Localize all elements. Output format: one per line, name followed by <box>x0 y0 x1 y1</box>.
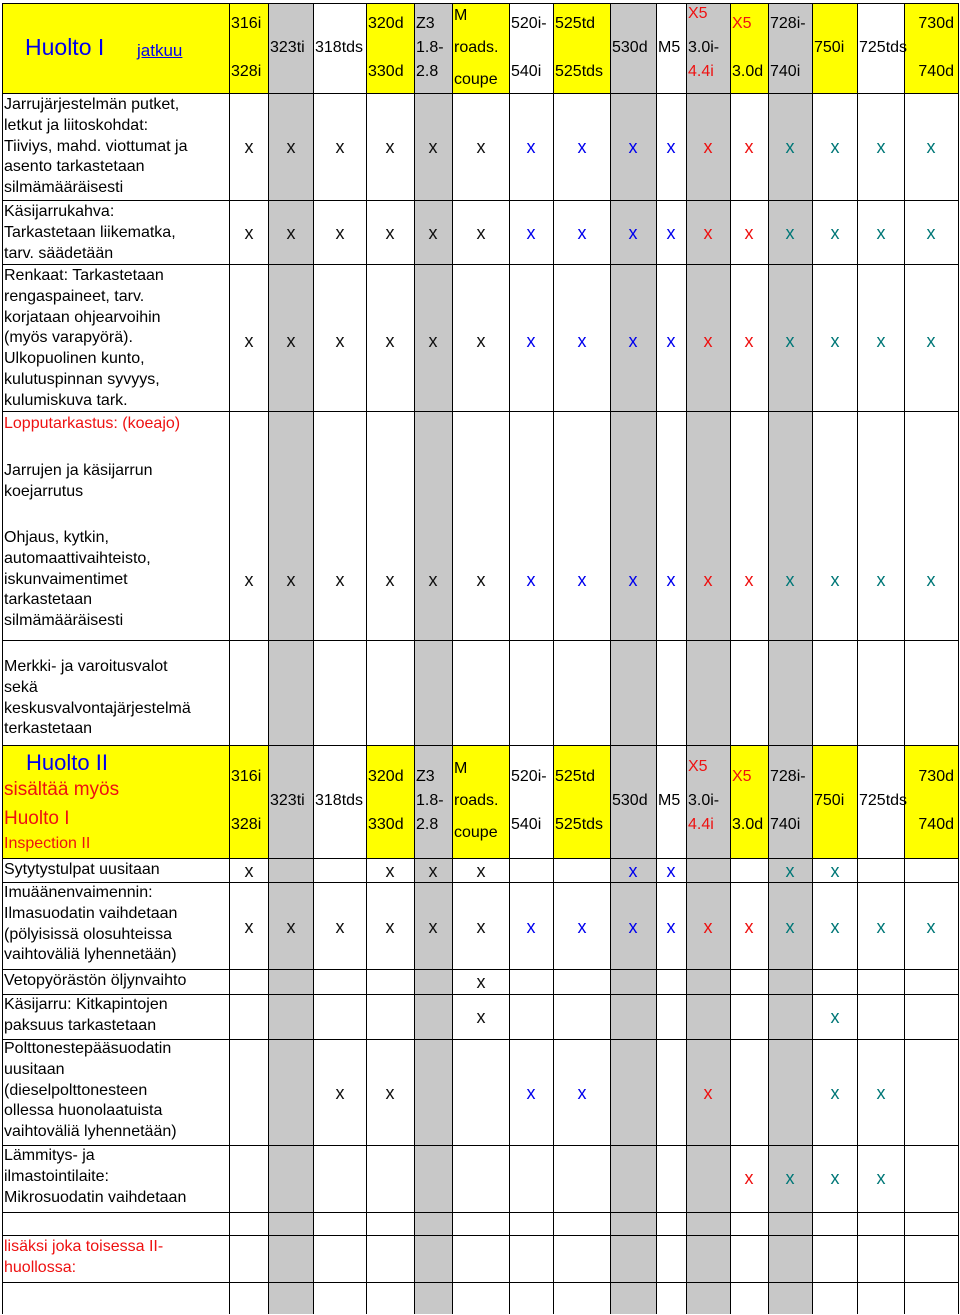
model-label: 3.0i- <box>688 792 720 809</box>
model-label: 740i <box>770 63 801 80</box>
column-divider <box>414 3 415 93</box>
model-label: 750i <box>814 39 845 56</box>
column-divider <box>812 745 813 858</box>
column-divider <box>553 745 554 858</box>
section1-subtitle: jatkuu <box>137 41 183 60</box>
check-mark: x <box>385 137 395 157</box>
check-mark: x <box>830 1007 840 1027</box>
check-mark: x <box>876 137 886 157</box>
column-divider <box>857 93 858 745</box>
check-mark: x <box>876 331 886 351</box>
check-mark: x <box>666 570 676 590</box>
row-divider <box>2 93 958 94</box>
column-divider <box>768 745 769 858</box>
row-label-test-braking: Jarrujen ja käsijarrun koejarrutus <box>4 462 153 500</box>
check-mark: x <box>244 223 254 243</box>
model-label: 320d <box>368 15 404 32</box>
column-divider <box>414 93 415 745</box>
check-mark: x <box>577 331 587 351</box>
check-mark: x <box>703 1083 713 1103</box>
row-divider <box>2 200 958 201</box>
model-label: 540i <box>511 63 542 80</box>
row-label-air-filter: Imuäänenvaimennin: Ilmasuodatin vaihdetaan (pölyisissä olosuhteissa vaihtoväliä lyhennetään) <box>4 884 178 964</box>
row-label-tyres: Renkaat: Tarkastetaan rengaspaineet, tarv. korjataan ohjearvoihin (myös varapyörä). Ulkopuolinen kunto, kulutuspinnan syvyys, kulumiskuva tark. <box>4 267 164 409</box>
column-divider <box>313 3 314 93</box>
model-label: 530d <box>612 792 648 809</box>
row-divider <box>2 1212 958 1213</box>
column-divider <box>268 745 269 858</box>
check-mark: x <box>476 861 486 881</box>
column-divider <box>656 93 657 745</box>
model-label: 525tds <box>555 816 604 833</box>
check-mark: x <box>476 331 486 351</box>
check-mark: x <box>785 137 795 157</box>
column-divider <box>768 858 769 1314</box>
header-model-cell <box>554 746 610 858</box>
check-mark: x <box>785 1168 795 1188</box>
check-mark: x <box>744 331 754 351</box>
column-divider <box>610 745 611 858</box>
check-mark: x <box>526 331 536 351</box>
column-divider <box>509 3 510 93</box>
model-label: 318tds <box>315 39 364 56</box>
column-divider <box>857 858 858 1314</box>
check-mark: x <box>428 137 438 157</box>
check-mark: x <box>526 917 536 937</box>
column-divider <box>313 745 314 858</box>
column-divider <box>229 3 230 93</box>
check-mark: x <box>926 137 936 157</box>
check-mark: x <box>744 1168 754 1188</box>
model-label: X5 <box>732 15 752 32</box>
row-label-handbrake-friction: Käsijarru: Kitkapintojen paksuus tarkastetaan <box>4 996 168 1034</box>
check-mark: x <box>876 223 886 243</box>
check-mark: x <box>830 331 840 351</box>
check-mark: x <box>244 331 254 351</box>
check-mark: x <box>428 917 438 937</box>
column-divider <box>730 858 731 1314</box>
check-mark: x <box>476 972 486 992</box>
check-mark: x <box>744 917 754 937</box>
check-mark: x <box>876 1083 886 1103</box>
section1-title: Huolto I <box>25 34 105 60</box>
check-mark: x <box>335 223 345 243</box>
section2-inspection-label: Inspection II <box>4 835 91 852</box>
check-mark: x <box>286 137 296 157</box>
model-label: M <box>454 760 468 777</box>
model-label: 3.0d <box>732 63 764 80</box>
model-label: 1.8- <box>416 39 444 56</box>
model-label: 740i <box>770 816 801 833</box>
column-divider <box>857 745 858 858</box>
check-mark: x <box>385 223 395 243</box>
model-label: 1.8- <box>416 792 444 809</box>
model-label: roads. <box>454 792 499 809</box>
column-divider <box>414 745 415 858</box>
check-mark: x <box>476 917 486 937</box>
section2-title: Huolto II <box>26 750 108 775</box>
model-label: 328i <box>231 63 262 80</box>
column-divider <box>958 858 959 1314</box>
check-mark: x <box>577 917 587 937</box>
row-divider <box>2 1235 958 1236</box>
check-mark: x <box>577 570 587 590</box>
column-divider <box>366 93 367 745</box>
check-mark: x <box>385 570 395 590</box>
table-left-border <box>2 3 3 1314</box>
check-mark: x <box>830 1168 840 1188</box>
section2-service1-label: Huolto I <box>4 808 70 829</box>
check-mark: x <box>785 861 795 881</box>
check-mark: x <box>385 861 395 881</box>
check-mark: x <box>785 570 795 590</box>
row-divider <box>2 745 958 746</box>
column-divider <box>366 858 367 1314</box>
column-divider <box>812 93 813 745</box>
check-mark: x <box>703 917 713 937</box>
check-mark: x <box>628 331 638 351</box>
row-label-steering-check: Ohjaus, kytkin, automaattivaihteisto, iskunvaimentimet tarkastetaan silmämääräisesti <box>4 529 151 630</box>
column-divider <box>452 745 453 858</box>
header-model-cell <box>230 746 268 858</box>
check-mark: x <box>666 861 676 881</box>
model-label: 318tds <box>315 792 364 809</box>
grey-column-cell <box>687 94 730 745</box>
check-mark: x <box>526 137 536 157</box>
check-mark: x <box>628 861 638 881</box>
column-divider <box>904 93 905 745</box>
model-label: X5 <box>688 5 708 22</box>
column-divider <box>904 858 905 1314</box>
column-divider <box>610 858 611 1314</box>
check-mark: x <box>335 570 345 590</box>
row-label-handbrake-lever: Käsijarrukahva: Tarkastetaan liikematka, tarv. säädetään <box>4 203 176 262</box>
check-mark: x <box>744 570 754 590</box>
column-divider <box>686 3 687 93</box>
check-mark: x <box>744 137 754 157</box>
model-label: 520i- <box>511 768 547 785</box>
column-divider <box>656 858 657 1314</box>
model-label: 320d <box>368 768 404 785</box>
model-label: M <box>454 7 468 24</box>
model-label: 316i <box>231 15 262 32</box>
check-mark: x <box>476 1007 486 1027</box>
column-divider <box>730 93 731 745</box>
check-mark: x <box>385 1083 395 1103</box>
row-label-fuel-filter: Polttonestepääsuodatin uusitaan (dieselpolttonesteen ollessa huonolaatuista vaihtoväliä lyhennetään) <box>4 1040 177 1141</box>
column-divider <box>730 3 731 93</box>
check-mark: x <box>628 223 638 243</box>
column-divider <box>313 93 314 745</box>
check-mark: x <box>703 570 713 590</box>
model-label: 525tds <box>555 63 604 80</box>
check-mark: x <box>526 223 536 243</box>
table-top-border <box>2 3 958 4</box>
check-mark: x <box>926 917 936 937</box>
check-mark: x <box>526 1083 536 1103</box>
column-divider <box>366 745 367 858</box>
column-divider <box>857 3 858 93</box>
column-divider <box>268 93 269 745</box>
column-divider <box>812 3 813 93</box>
column-divider <box>686 858 687 1314</box>
model-label: 4.4i <box>688 816 714 833</box>
check-mark: x <box>926 331 936 351</box>
check-mark: x <box>628 570 638 590</box>
check-mark: x <box>428 861 438 881</box>
model-label: 328i <box>231 816 262 833</box>
model-label: 525td <box>555 768 596 785</box>
column-divider <box>452 858 453 1314</box>
model-label: 3.0i- <box>688 39 720 56</box>
column-divider <box>656 745 657 858</box>
model-label: 3.0d <box>732 816 764 833</box>
check-mark: x <box>286 331 296 351</box>
check-mark: x <box>244 570 254 590</box>
check-mark: x <box>244 917 254 937</box>
model-label: 740d <box>918 816 954 833</box>
check-mark: x <box>335 1083 345 1103</box>
check-mark: x <box>476 137 486 157</box>
model-label: X5 <box>732 768 752 785</box>
model-label: 525td <box>555 15 596 32</box>
column-divider <box>452 93 453 745</box>
column-divider <box>268 3 269 93</box>
check-mark: x <box>286 917 296 937</box>
check-mark: x <box>428 223 438 243</box>
check-mark: x <box>926 223 936 243</box>
column-divider <box>452 3 453 93</box>
model-label: Z3 <box>416 15 435 32</box>
check-mark: x <box>785 917 795 937</box>
column-divider <box>610 93 611 745</box>
model-label: Z3 <box>416 768 435 785</box>
check-mark: x <box>286 570 296 590</box>
model-label: roads. <box>454 39 499 56</box>
model-label: 725tds <box>859 39 908 56</box>
check-mark: x <box>876 917 886 937</box>
row-heading-final-inspection: Lopputarkastus: (koeajo) <box>4 415 181 432</box>
column-divider <box>553 3 554 93</box>
column-divider <box>958 93 959 745</box>
check-mark: x <box>666 917 676 937</box>
check-mark: x <box>335 137 345 157</box>
check-mark: x <box>577 1083 587 1103</box>
model-label: 730d <box>918 15 954 32</box>
model-label: 4.4i <box>688 63 714 80</box>
column-divider <box>553 858 554 1314</box>
model-label: 540i <box>511 816 542 833</box>
section2-includes-label: sisältää myös <box>4 779 120 800</box>
check-mark: x <box>628 137 638 157</box>
column-divider <box>610 3 611 93</box>
column-divider <box>656 3 657 93</box>
model-label: 330d <box>368 63 404 80</box>
column-divider <box>229 93 230 745</box>
row-divider <box>2 969 958 970</box>
check-mark: x <box>577 137 587 157</box>
check-mark: x <box>876 570 886 590</box>
column-divider <box>366 3 367 93</box>
check-mark: x <box>830 570 840 590</box>
grey-column-cell <box>769 94 812 745</box>
model-label: 323ti <box>270 792 305 809</box>
column-divider <box>768 93 769 745</box>
model-label: M5 <box>658 39 681 56</box>
column-divider <box>509 93 510 745</box>
header-model-cell <box>905 746 958 858</box>
model-label: 323ti <box>270 39 305 56</box>
check-mark: x <box>628 917 638 937</box>
row-divider <box>2 640 958 641</box>
row-label-every-second-service: lisäksi joka toisessa II- huollossa: <box>4 1238 164 1276</box>
check-mark: x <box>703 223 713 243</box>
check-mark: x <box>476 223 486 243</box>
check-mark: x <box>703 331 713 351</box>
column-divider <box>553 93 554 745</box>
grey-column-cell <box>415 94 452 745</box>
column-divider <box>509 745 510 858</box>
model-label: coupe <box>454 71 498 88</box>
check-mark: x <box>830 1083 840 1103</box>
model-label: 750i <box>814 792 845 809</box>
check-mark: x <box>744 223 754 243</box>
check-mark: x <box>876 1168 886 1188</box>
row-divider <box>2 1282 958 1283</box>
model-label: coupe <box>454 824 498 841</box>
row-label-spark-plugs: Sytytystulpat uusitaan <box>4 861 160 878</box>
column-divider <box>509 858 510 1314</box>
column-divider <box>268 858 269 1314</box>
check-mark: x <box>335 331 345 351</box>
check-mark: x <box>785 331 795 351</box>
column-divider <box>313 858 314 1314</box>
model-label: 730d <box>918 768 954 785</box>
row-label-diff-oil: Vetopyörästön öljynvaihto <box>4 972 187 989</box>
header-model-cell <box>367 746 414 858</box>
model-label: 2.8 <box>416 63 439 80</box>
model-label: 330d <box>368 816 404 833</box>
model-label: 740d <box>918 63 954 80</box>
check-mark: x <box>385 331 395 351</box>
check-mark: x <box>830 223 840 243</box>
model-label: 520i- <box>511 15 547 32</box>
model-label: 725tds <box>859 792 908 809</box>
check-mark: x <box>830 861 840 881</box>
row-label-brake-lines: Jarrujärjestelmän putket, letkut ja liitoskohdat: Tiiviys, mahd. viottumat ja asento tarkastetaan silmämääräisesti <box>4 96 188 197</box>
model-label: M5 <box>658 792 681 809</box>
header-model-cell <box>731 746 768 858</box>
check-mark: x <box>335 917 345 937</box>
check-mark: x <box>666 137 676 157</box>
column-divider <box>958 3 959 93</box>
check-mark: x <box>428 570 438 590</box>
grey-column-cell <box>269 94 313 745</box>
check-mark: x <box>666 331 676 351</box>
column-divider <box>958 745 959 858</box>
row-divider <box>2 858 958 859</box>
column-divider <box>730 745 731 858</box>
check-mark: x <box>666 223 676 243</box>
check-mark: x <box>926 570 936 590</box>
column-divider <box>229 858 230 1314</box>
model-label: 2.8 <box>416 816 439 833</box>
model-label: 316i <box>231 768 262 785</box>
check-mark: x <box>526 570 536 590</box>
grey-column-cell <box>769 746 812 858</box>
column-divider <box>686 745 687 858</box>
row-label-microfilter: Lämmitys- ja ilmastointilaite: Mikrosuodatin vaihdetaan <box>4 1147 187 1206</box>
check-mark: x <box>703 137 713 157</box>
check-mark: x <box>428 331 438 351</box>
model-label: 728i- <box>770 15 806 32</box>
row-label-warning-lights: Merkki- ja varoitusvalot sekä keskusvalvontajärjestelmä terkastetaan <box>4 658 191 738</box>
check-mark: x <box>830 917 840 937</box>
check-mark: x <box>385 917 395 937</box>
check-mark: x <box>577 223 587 243</box>
check-mark: x <box>476 570 486 590</box>
column-divider <box>768 3 769 93</box>
check-mark: x <box>830 137 840 157</box>
column-divider <box>229 745 230 858</box>
column-divider <box>686 93 687 745</box>
model-label: X5 <box>688 758 708 775</box>
check-mark: x <box>244 137 254 157</box>
column-divider <box>414 858 415 1314</box>
grey-column-cell <box>611 94 656 745</box>
check-mark: x <box>244 861 254 881</box>
check-mark: x <box>286 223 296 243</box>
model-label: 530d <box>612 39 648 56</box>
model-label: 728i- <box>770 768 806 785</box>
column-divider <box>812 858 813 1314</box>
check-mark: x <box>785 223 795 243</box>
